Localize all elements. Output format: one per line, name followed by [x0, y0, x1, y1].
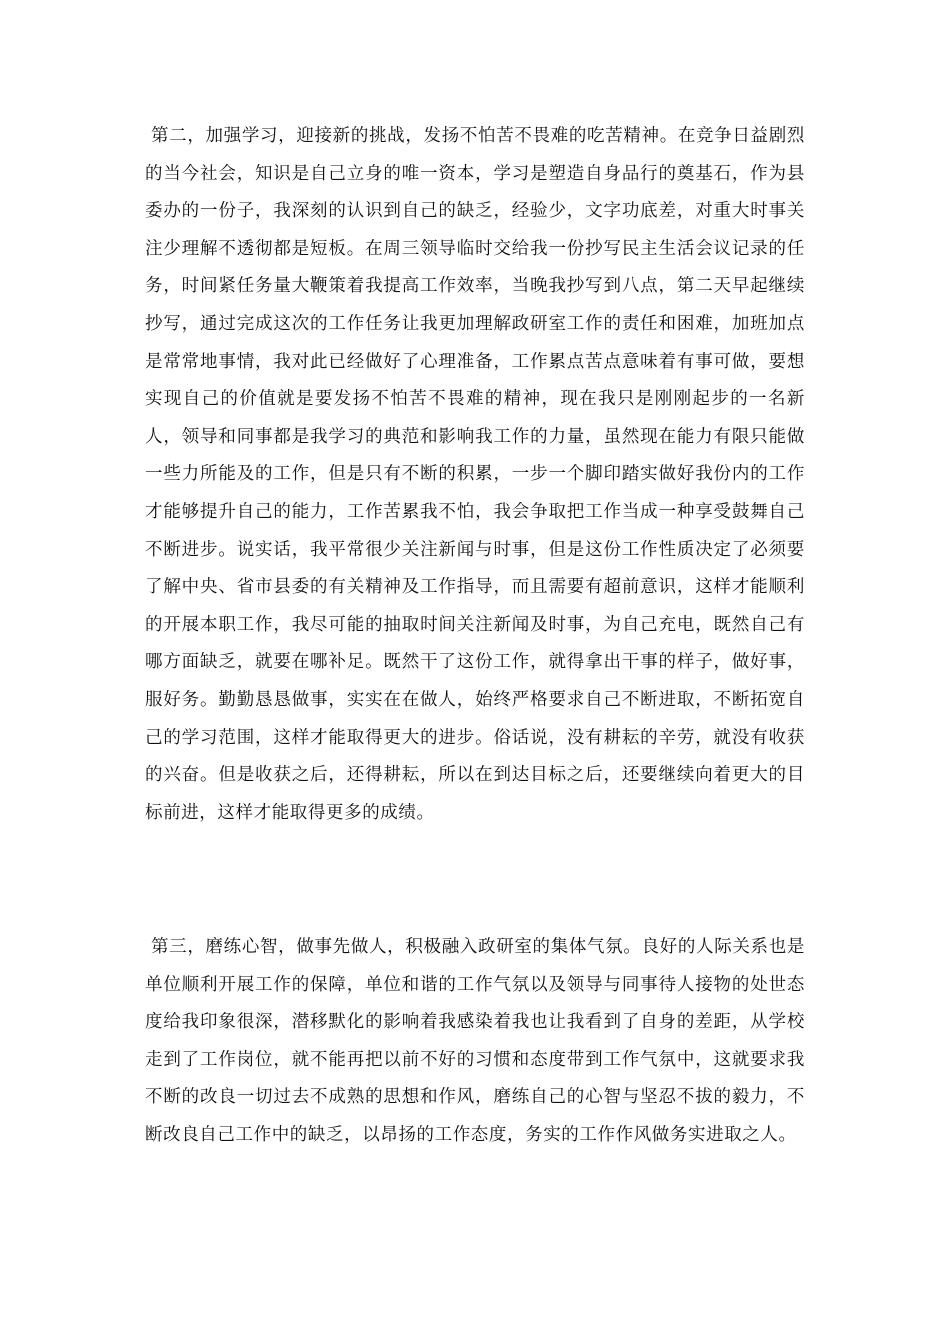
- paragraph-third: 第三，磨练心智，做事先做人，积极融入政研室的集体气氛。良好的人际关系也是单位顺利开展工作的保障，单位和谐的工作气氛以及领导与同事待人接物的处世态度给我印象很深，潜移默化的影响着我感染着我也让我看到了自身的差距，从学校走到了工作岗位，就不能再把以前不好的习惯和态度带到工作气氛中，这就要求我不断的改良一切过去不成熟的思想和作风，磨练自己的心智与坚忍不拔的毅力，不断改良自己工作中的缺乏，以昂扬的工作态度，务实的工作作风做务实进取之人。: [145, 937, 805, 1145]
- paragraph-second: 第二，加强学习，迎接新的挑战，发扬不怕苦不畏难的吃苦精神。在竞争日益剧烈的当今社会，知识是自己立身的唯一资本，学习是塑造自身品行的奠基石，作为县委办的一份子，我深刻的认识到自己的缺乏，经验少，文字功底差，对重大时事关注少理解不透彻都是短板。在周三领导临时交给我一份抄写民主生活会议记录的任务，时间紧任务量大鞭策着我提高工作效率，当晚我抄写到八点，第二天早起继续抄写，通过完成这次的工作任务让我更加理解政研室工作的责任和困难，加班加点是常常地事情，我对此已经做好了心理准备，工作累点苦点意味着有事可做，要想实现自己的价值就是要发扬不怕苦不畏难的精神，现在我只是刚刚起步的一名新人，领导和同事都是我学习的典范和影响我工作的力量，虽然现在能力有限只能做一些力所能及的工作，但是只有不断的积累，一步一个脚印踏实做好我份内的工作才能够提升自己的能力，工作苦累我不怕，我会争取把工作当成一种享受鼓舞自己不断进步。说实话，我平常很少关注新闻与时事，但是这份工作性质决定了必须要了解中央、省市县委的有关精神及工作指导，而且需要有超前意识，这样才能顺利的开展本职工作，我尽可能的抽取时间关注新闻及时事，为自己充电，既然自己有哪方面缺乏，就要在哪补足。既然干了这份工作，就得拿出干事的样子，做好事，服好务。勤勤恳恳做事，实实在在做人，始终严格要求自己不断进取，不断拓宽自己的学习范围，这样才能取得更大的进步。俗话说，没有耕耘的辛劳，就没有收获的兴奋。但是收获之后，还得耕耘，所以在到达目标之后，还要继续向着更大的目标前进，这样才能取得更多的成绩。: [145, 126, 805, 823]
